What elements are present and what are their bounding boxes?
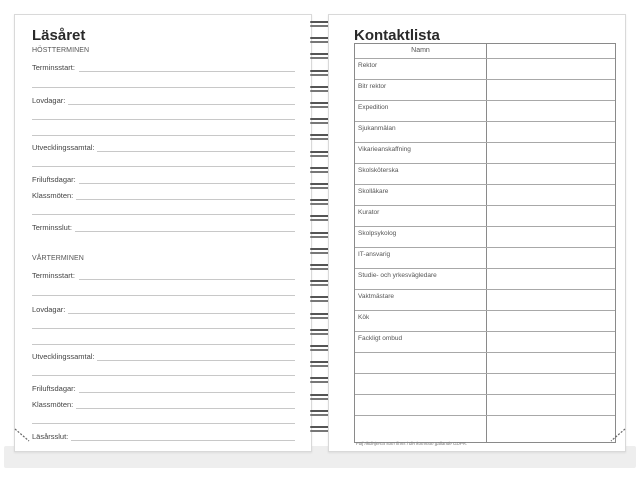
write-line[interactable] [97, 360, 295, 361]
write-line[interactable] [32, 214, 295, 215]
table-row-label: Kurator [358, 209, 380, 216]
write-line[interactable] [32, 119, 295, 120]
table-row[interactable] [355, 268, 615, 269]
write-line[interactable] [32, 135, 295, 136]
write-line[interactable] [32, 295, 295, 296]
table-row-label: Expedition [358, 104, 389, 111]
table-row[interactable] [355, 289, 615, 290]
table-row[interactable] [355, 226, 615, 227]
table-row[interactable] [355, 205, 615, 206]
write-line[interactable] [68, 104, 295, 105]
write-line[interactable] [32, 166, 295, 167]
field-label-term-end: Terminsslut: [32, 223, 73, 232]
table-row[interactable] [355, 79, 615, 80]
table-row-label: Skolpsykolog [358, 230, 397, 237]
table-row[interactable] [355, 100, 615, 101]
gdpr-footnote: Följ riktlinjerna som finns i din kommun gällande GDPR. [356, 441, 468, 446]
write-line[interactable] [76, 408, 295, 409]
right-page [328, 14, 626, 452]
field-label-dev-talks: Utvecklingssamtal: [32, 143, 95, 152]
table-row[interactable] [355, 331, 615, 332]
table-row[interactable] [355, 394, 615, 395]
table-row-label: Studie- och yrkesvägledare [358, 272, 437, 279]
table-row-label: Fackligt ombud [358, 335, 403, 342]
field-label-holidays: Lovdagar: [32, 305, 66, 314]
table-row[interactable] [355, 121, 615, 122]
field-label-outdoor-days: Friluftsdagar: [32, 175, 76, 184]
write-line[interactable] [76, 199, 295, 200]
write-line[interactable] [68, 313, 295, 314]
page-title-school-year: Läsåret [32, 27, 86, 44]
write-line[interactable] [71, 440, 295, 441]
table-row[interactable] [355, 415, 615, 416]
table-row[interactable] [355, 373, 615, 374]
table-row[interactable] [355, 247, 615, 248]
write-line[interactable] [32, 423, 295, 424]
table-row-label: Vaktmästare [358, 293, 395, 300]
table-row-label: Rektor [358, 62, 378, 69]
table-row[interactable] [355, 184, 615, 185]
section-heading-fall: HÖSTTERMINEN [32, 47, 90, 54]
write-line[interactable] [32, 328, 295, 329]
field-label-outdoor-days: Friluftsdagar: [32, 384, 76, 393]
table-row[interactable] [355, 310, 615, 311]
write-line[interactable] [79, 183, 295, 184]
corner-elastic-icon [610, 428, 626, 442]
field-label-term-start: Terminsstart: [32, 271, 75, 280]
table-column-divider [486, 44, 487, 442]
write-line[interactable] [79, 279, 295, 280]
table-row-label: Vikarieanskaffning [358, 146, 411, 153]
table-row[interactable] [355, 163, 615, 164]
table-row-label: Kök [358, 314, 370, 321]
write-line[interactable] [97, 151, 295, 152]
write-line[interactable] [32, 344, 295, 345]
write-line[interactable] [79, 71, 295, 72]
table-header-name: Namn [411, 47, 430, 54]
left-page [14, 14, 312, 452]
table-row-label: Skolläkare [358, 188, 389, 195]
write-line[interactable] [79, 392, 295, 393]
table-row[interactable] [355, 58, 615, 59]
table-row[interactable] [355, 142, 615, 143]
table-row-label: Sjukanmälan [358, 125, 396, 132]
section-heading-spring: VÅRTERMINEN [32, 255, 84, 262]
table-row-label: Skolsköterska [358, 167, 399, 174]
field-label-term-start: Terminsstart: [32, 63, 75, 72]
write-line[interactable] [75, 231, 295, 232]
field-label-year-end: Läsårsslut: [32, 432, 69, 441]
contact-table [354, 43, 616, 443]
write-line[interactable] [32, 375, 295, 376]
write-line[interactable] [32, 87, 295, 88]
corner-elastic-icon [14, 428, 30, 442]
table-row[interactable] [355, 352, 615, 353]
table-row-label: IT-ansvarig [358, 251, 391, 258]
field-label-class-meetings: Klassmöten: [32, 191, 74, 200]
field-label-dev-talks: Utvecklingssamtal: [32, 352, 95, 361]
table-row-label: Bitr rektor [358, 83, 387, 90]
field-label-holidays: Lovdagar: [32, 96, 66, 105]
page-title-contact-list: Kontaktlista [354, 27, 440, 44]
field-label-class-meetings: Klassmöten: [32, 400, 74, 409]
